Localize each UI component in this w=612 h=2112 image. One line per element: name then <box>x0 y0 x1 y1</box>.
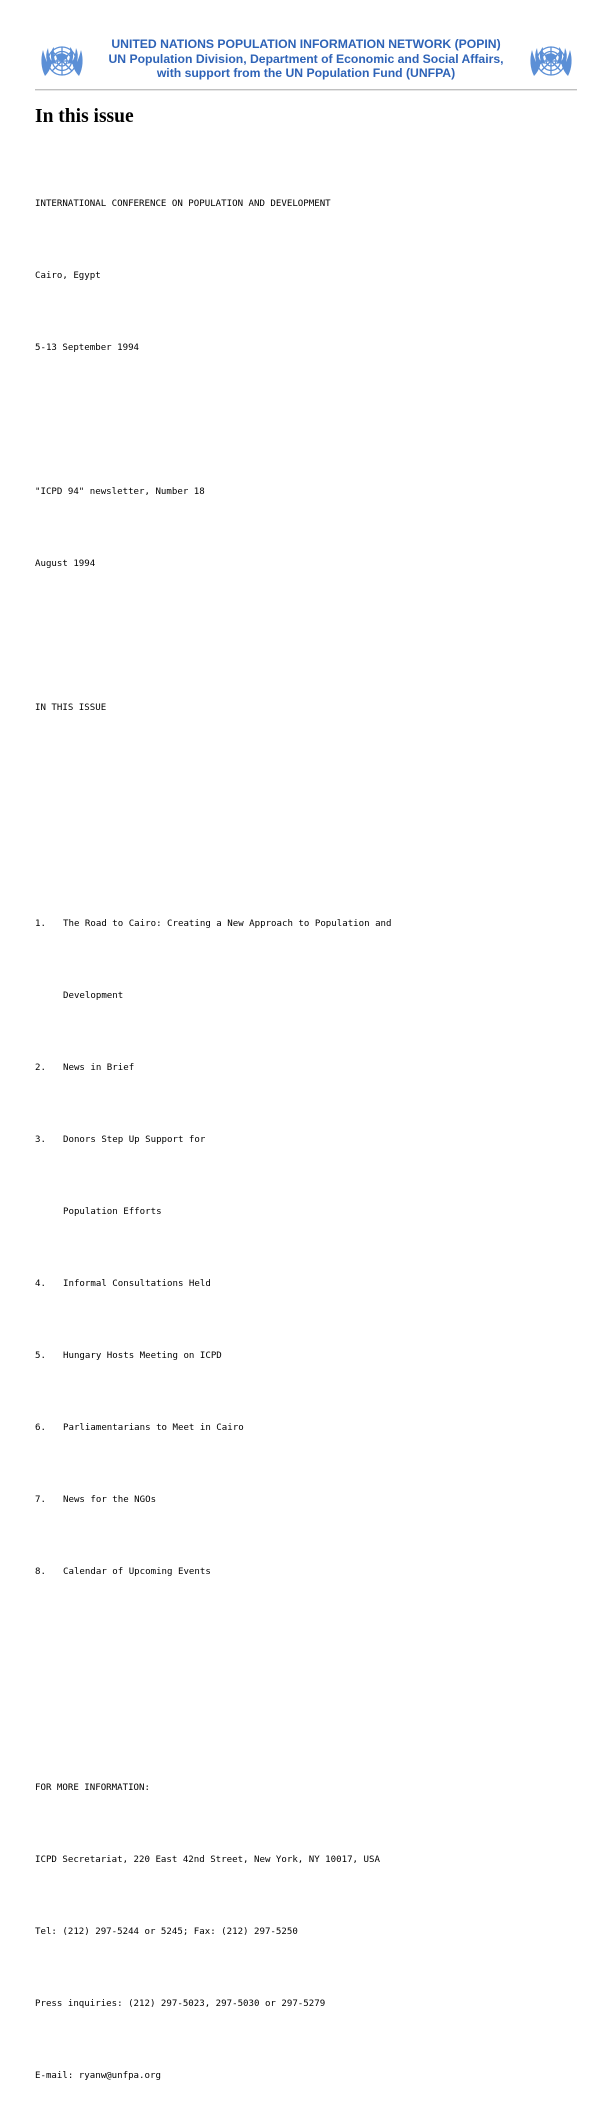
issue-date: August 1994 <box>35 559 96 569</box>
toc-item <box>35 1272 595 1296</box>
header-line-1: UNITED NATIONS POPULATION INFORMATION NETWORK (POPIN) <box>111 37 501 51</box>
contact-address: ICPD Secretariat, 220 East 42nd Street, New York, NY 10017, USA <box>35 1855 380 1865</box>
toc-number: 7. <box>35 1495 46 1505</box>
contact-press: Press inquiries: (212) 297-5023, 297-5030 or 297-5279 <box>35 1999 326 2009</box>
toc-item <box>35 1488 595 1512</box>
header-text <box>90 37 522 81</box>
toc-item-continuation <box>35 1200 595 1224</box>
un-emblem-icon <box>37 38 87 88</box>
toc-title: Calendar of Upcoming Events <box>63 1567 211 1577</box>
header-line-2: UN Population Division, Department of Economic and Social Affairs, <box>108 51 504 66</box>
spacer <box>35 1704 595 1728</box>
toc-item-continuation <box>35 984 595 1008</box>
toc-title: News in Brief <box>63 1063 135 1073</box>
toc-item <box>35 912 595 936</box>
toc-title: Development <box>63 991 124 1001</box>
toc-number: 3. <box>35 1135 46 1145</box>
toc-item <box>35 1416 595 1440</box>
toc-title: Hungary Hosts Meeting on ICPD <box>63 1351 222 1361</box>
spacer <box>35 408 595 432</box>
toc-item <box>35 1560 595 1584</box>
toc-number: 1. <box>35 919 46 929</box>
toc-number: 4. <box>35 1279 46 1289</box>
conference-dates: 5-13 September 1994 <box>35 343 140 353</box>
toc-number: 6. <box>35 1423 46 1433</box>
header-divider <box>35 89 577 91</box>
contact-email: E-mail: ryanw@unfpa.org <box>35 2071 161 2081</box>
toc-number: 8. <box>35 1567 46 1577</box>
in-this-issue-heading: IN THIS ISSUE <box>35 703 107 713</box>
toc-number: 5. <box>35 1351 46 1361</box>
newsletter-number: "ICPD 94" newsletter, Number 18 <box>35 487 205 497</box>
toc-title: Parliamentarians to Meet in Cairo <box>63 1423 244 1433</box>
document-body <box>35 144 595 2112</box>
toc-title: Informal Consultations Held <box>63 1279 211 1289</box>
toc-item <box>35 1344 595 1368</box>
un-emblem-icon <box>526 38 576 88</box>
toc-list <box>35 864 595 1632</box>
page-title: In this issue <box>35 106 134 127</box>
toc-title: News for the NGOs <box>63 1495 157 1505</box>
toc-item <box>35 1056 595 1080</box>
header-line-3: with support from the UN Population Fund (UNFPA) <box>156 66 456 80</box>
toc-title: Donors Step Up Support for <box>63 1135 206 1145</box>
spacer <box>35 768 595 792</box>
toc-number: 2. <box>35 1063 46 1073</box>
page-header <box>0 36 612 86</box>
contact-heading: FOR MORE INFORMATION: <box>35 1783 150 1793</box>
toc-title: Population Efforts <box>63 1207 162 1217</box>
spacer <box>35 624 595 648</box>
toc-title: The Road to Cairo: Creating a New Approach to Population and <box>63 919 392 929</box>
conference-name: INTERNATIONAL CONFERENCE ON POPULATION AND DEVELOPMENT <box>35 199 331 209</box>
toc-item <box>35 1128 595 1152</box>
conference-location: Cairo, Egypt <box>35 271 101 281</box>
contact-phone-fax: Tel: (212) 297-5244 or 5245; Fax: (212) 297-5250 <box>35 1927 298 1937</box>
